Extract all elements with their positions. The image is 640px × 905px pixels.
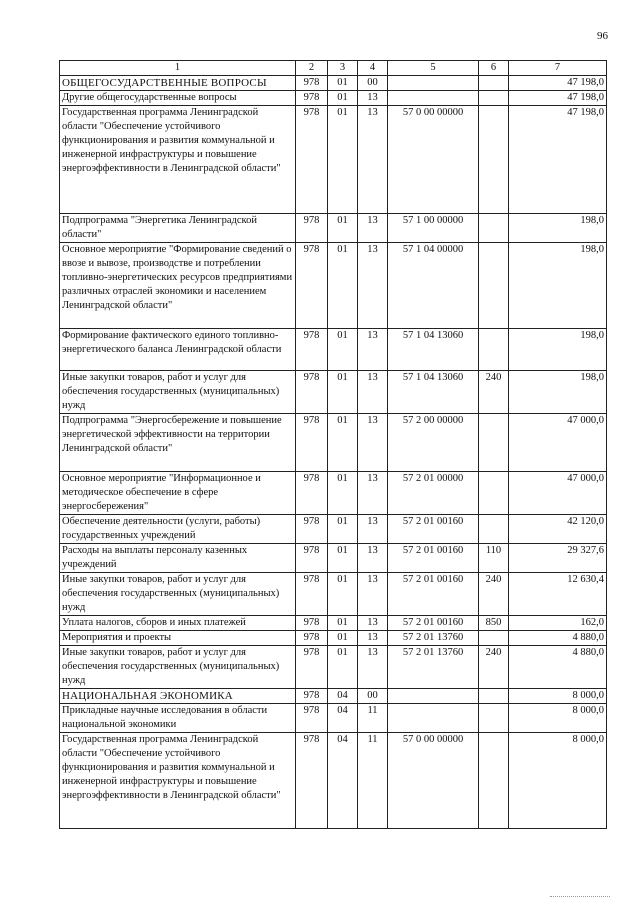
table-row (60, 371, 607, 414)
row-grbs-code: 978 (296, 689, 328, 704)
row-grbs-code: 978 (296, 106, 328, 214)
table-row (60, 329, 607, 371)
row-section-code: 04 (328, 689, 358, 704)
row-grbs-code: 978 (296, 414, 328, 472)
row-target-article: 57 2 01 00160 (388, 515, 479, 544)
row-grbs-code: 978 (296, 76, 328, 91)
column-header: 1 (60, 61, 296, 76)
row-target-article: 57 2 00 00000 (388, 414, 479, 472)
row-expense-type (479, 515, 509, 544)
row-expense-type: 240 (479, 646, 509, 689)
row-section-code: 01 (328, 106, 358, 214)
table-row (60, 243, 607, 329)
row-subsection-code: 00 (358, 76, 388, 91)
column-header: 2 (296, 61, 328, 76)
row-subsection-code: 13 (358, 616, 388, 631)
table-row (60, 689, 607, 704)
row-name: Мероприятия и проекты (60, 631, 296, 646)
column-header: 7 (509, 61, 607, 76)
row-target-article: 57 1 04 00000 (388, 243, 479, 329)
row-amount: 162,0 (509, 616, 607, 631)
row-amount: 12 630,4 (509, 573, 607, 616)
row-amount: 47 198,0 (509, 91, 607, 106)
row-name: Иные закупки товаров, работ и услуг для обеспечения государственных (муниципальных) нужд (60, 646, 296, 689)
row-target-article (388, 91, 479, 106)
row-section-code: 01 (328, 616, 358, 631)
row-section-code: 01 (328, 515, 358, 544)
row-section-code: 04 (328, 733, 358, 829)
row-amount: 8 000,0 (509, 733, 607, 829)
row-grbs-code: 978 (296, 243, 328, 329)
row-subsection-code: 13 (358, 106, 388, 214)
row-subsection-code: 13 (358, 631, 388, 646)
row-section-code: 01 (328, 544, 358, 573)
row-amount: 198,0 (509, 329, 607, 371)
row-name: Прикладные научные исследования в области национальной экономики (60, 704, 296, 733)
row-name: Государственная программа Ленинградской области "Обеспечение устойчивого функционирования и развития коммунальной и инженерной инфраструктуры и повышение энергоэффективности в Ленинградской области" (60, 106, 296, 214)
row-section-code: 01 (328, 414, 358, 472)
row-target-article: 57 1 00 00000 (388, 214, 479, 243)
row-name: Другие общегосударственные вопросы (60, 91, 296, 106)
row-name: Обеспечение деятельности (услуги, работы) государственных учреждений (60, 515, 296, 544)
row-grbs-code: 978 (296, 733, 328, 829)
row-grbs-code: 978 (296, 515, 328, 544)
row-amount: 8 000,0 (509, 689, 607, 704)
row-name: Иные закупки товаров, работ и услуг для обеспечения государственных (муниципальных) нужд (60, 371, 296, 414)
row-subsection-code: 13 (358, 646, 388, 689)
row-section-code: 04 (328, 704, 358, 733)
row-section-code: 01 (328, 243, 358, 329)
row-subsection-code: 13 (358, 371, 388, 414)
row-name: Подпрограмма "Энергетика Ленинградской области" (60, 214, 296, 243)
row-target-article (388, 704, 479, 733)
table-row (60, 472, 607, 515)
table-row (60, 106, 607, 214)
row-amount: 198,0 (509, 243, 607, 329)
row-grbs-code: 978 (296, 573, 328, 616)
row-section-code: 01 (328, 214, 358, 243)
row-amount: 47 000,0 (509, 414, 607, 472)
column-number-row (60, 61, 607, 76)
row-target-article: 57 2 01 00160 (388, 544, 479, 573)
row-target-article: 57 2 01 00160 (388, 616, 479, 631)
row-grbs-code: 978 (296, 472, 328, 515)
row-section-code: 01 (328, 631, 358, 646)
row-subsection-code: 13 (358, 544, 388, 573)
row-amount: 29 327,6 (509, 544, 607, 573)
row-expense-type: 240 (479, 573, 509, 616)
row-amount: 4 880,0 (509, 646, 607, 689)
row-name: Уплата налогов, сборов и иных платежей (60, 616, 296, 631)
row-name: НАЦИОНАЛЬНАЯ ЭКОНОМИКА (60, 689, 296, 704)
row-amount: 198,0 (509, 214, 607, 243)
row-expense-type (479, 704, 509, 733)
row-amount: 47 198,0 (509, 106, 607, 214)
row-subsection-code: 13 (358, 214, 388, 243)
row-subsection-code: 13 (358, 573, 388, 616)
scan-edge-mark (550, 896, 610, 897)
page-number: 96 (597, 30, 608, 42)
row-target-article: 57 2 01 00160 (388, 573, 479, 616)
table-row (60, 76, 607, 91)
row-amount: 47 198,0 (509, 76, 607, 91)
table-row (60, 616, 607, 631)
row-subsection-code: 13 (358, 472, 388, 515)
table-row (60, 704, 607, 733)
row-grbs-code: 978 (296, 616, 328, 631)
row-section-code: 01 (328, 371, 358, 414)
row-name: Иные закупки товаров, работ и услуг для обеспечения государственных (муниципальных) нужд (60, 573, 296, 616)
row-target-article: 57 2 01 13760 (388, 631, 479, 646)
row-amount: 198,0 (509, 371, 607, 414)
row-grbs-code: 978 (296, 631, 328, 646)
row-subsection-code: 13 (358, 329, 388, 371)
row-amount: 4 880,0 (509, 631, 607, 646)
row-expense-type (479, 76, 509, 91)
row-expense-type (479, 631, 509, 646)
row-target-article: 57 0 00 00000 (388, 733, 479, 829)
row-name: Подпрограмма "Энергосбережение и повышение энергетической эффективности на территории Ленинградской области" (60, 414, 296, 472)
table-row (60, 573, 607, 616)
row-grbs-code: 978 (296, 646, 328, 689)
row-expense-type (479, 472, 509, 515)
row-target-article: 57 2 01 00000 (388, 472, 479, 515)
row-target-article (388, 689, 479, 704)
column-header: 3 (328, 61, 358, 76)
row-subsection-code: 00 (358, 689, 388, 704)
row-expense-type (479, 689, 509, 704)
row-section-code: 01 (328, 329, 358, 371)
table-row (60, 646, 607, 689)
row-name: Государственная программа Ленинградской области "Обеспечение устойчивого функционирования и развития коммунальной и инженерной инфраструктуры и повышение энергоэффективности в Ленинградской области" (60, 733, 296, 829)
row-grbs-code: 978 (296, 214, 328, 243)
row-grbs-code: 978 (296, 544, 328, 573)
row-section-code: 01 (328, 646, 358, 689)
row-target-article: 57 2 01 13760 (388, 646, 479, 689)
row-grbs-code: 978 (296, 704, 328, 733)
budget-table (59, 60, 607, 829)
table-row (60, 631, 607, 646)
row-target-article: 57 1 04 13060 (388, 371, 479, 414)
row-section-code: 01 (328, 76, 358, 91)
row-expense-type (479, 329, 509, 371)
row-expense-type (479, 106, 509, 214)
row-amount: 47 000,0 (509, 472, 607, 515)
table-row (60, 414, 607, 472)
row-expense-type (479, 91, 509, 106)
column-header: 5 (388, 61, 479, 76)
row-amount: 42 120,0 (509, 515, 607, 544)
row-grbs-code: 978 (296, 371, 328, 414)
row-expense-type: 240 (479, 371, 509, 414)
row-subsection-code: 13 (358, 243, 388, 329)
table-row (60, 214, 607, 243)
row-expense-type (479, 214, 509, 243)
row-name: Расходы на выплаты персоналу казенных учреждений (60, 544, 296, 573)
row-name: Формирование фактического единого топливно-энергетического баланса Ленинградской области (60, 329, 296, 371)
row-section-code: 01 (328, 472, 358, 515)
row-grbs-code: 978 (296, 91, 328, 106)
row-section-code: 01 (328, 91, 358, 106)
row-expense-type: 850 (479, 616, 509, 631)
row-target-article: 57 1 04 13060 (388, 329, 479, 371)
column-header: 6 (479, 61, 509, 76)
row-subsection-code: 13 (358, 91, 388, 106)
row-subsection-code: 13 (358, 414, 388, 472)
table-row (60, 733, 607, 829)
table-row (60, 91, 607, 106)
row-name: ОБЩЕГОСУДАРСТВЕННЫЕ ВОПРОСЫ (60, 76, 296, 91)
table-row (60, 544, 607, 573)
row-expense-type (479, 243, 509, 329)
table-row (60, 515, 607, 544)
row-subsection-code: 11 (358, 733, 388, 829)
row-target-article: 57 0 00 00000 (388, 106, 479, 214)
row-subsection-code: 13 (358, 515, 388, 544)
row-amount: 8 000,0 (509, 704, 607, 733)
row-expense-type: 110 (479, 544, 509, 573)
row-name: Основное мероприятие "Информационное и методическое обеспечение в сфере энергосбережения" (60, 472, 296, 515)
row-expense-type (479, 733, 509, 829)
column-header: 4 (358, 61, 388, 76)
row-name: Основное мероприятие "Формирование сведений о ввозе и вывозе, производстве и потреблении топливно-энергетических ресурсов предприятиями различных отраслей экономики и населением Ленинградской области" (60, 243, 296, 329)
row-grbs-code: 978 (296, 329, 328, 371)
row-subsection-code: 11 (358, 704, 388, 733)
row-expense-type (479, 414, 509, 472)
row-target-article (388, 76, 479, 91)
row-section-code: 01 (328, 573, 358, 616)
